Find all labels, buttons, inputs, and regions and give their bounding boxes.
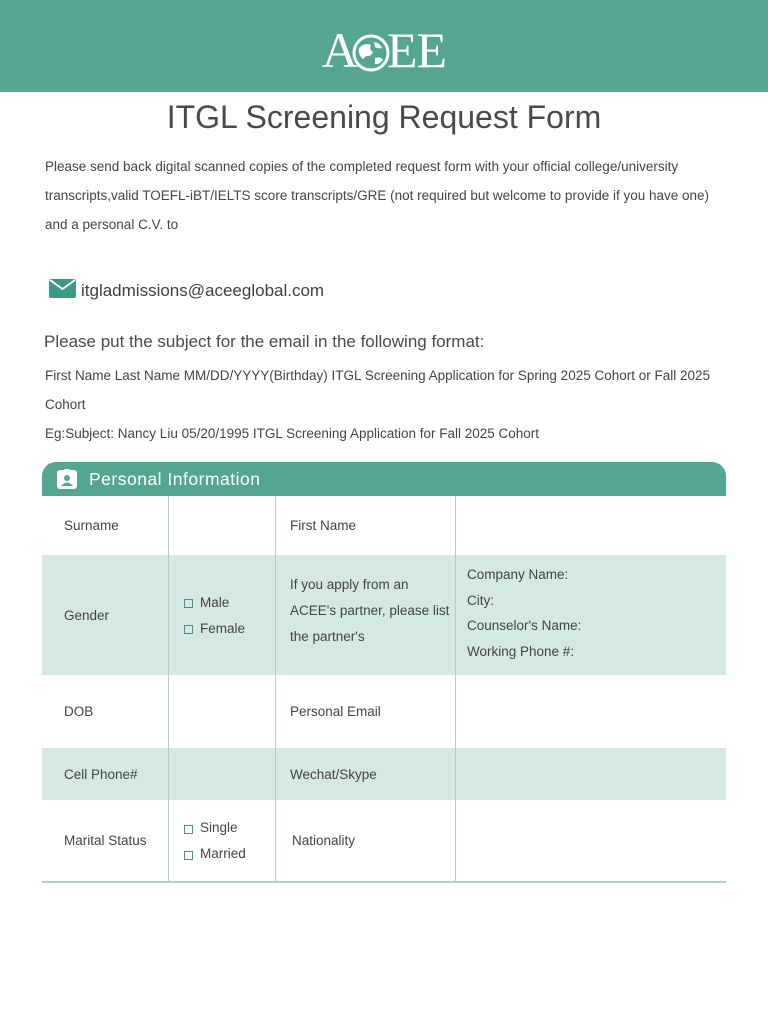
wechat-skype-input-cell[interactable] xyxy=(456,748,726,800)
married-label: Married xyxy=(200,846,246,861)
city-label: City: xyxy=(467,592,494,608)
table-row-gender xyxy=(42,555,726,675)
table-row-name xyxy=(42,496,726,555)
instructions-text: Please send back digital scanned copies of the completed request form with your official college/university transcripts,valid TOEFL-iBT/IELTS score transcripts/GRE (not required but welcome to provide if you have one) and a personal C.V. to xyxy=(45,159,710,232)
company-name-label: Company Name: xyxy=(467,567,569,582)
dob-label: DOB xyxy=(64,704,94,719)
female-checkbox[interactable] xyxy=(184,625,193,634)
nationality-label: Nationality xyxy=(292,833,356,848)
page-title: ITGL Screening Request Form xyxy=(166,99,602,135)
nationality-input-cell[interactable] xyxy=(456,800,726,881)
marital-option-single[interactable] xyxy=(184,819,246,836)
counselor-name-label: Counselor's Name: xyxy=(467,618,582,633)
dob-input-cell[interactable] xyxy=(169,675,275,748)
table-divider xyxy=(275,496,276,882)
surname-input-cell[interactable] xyxy=(169,496,275,555)
cell-phone-input-cell[interactable] xyxy=(169,748,275,800)
gender-label: Gender xyxy=(64,607,110,623)
table-row-dob xyxy=(42,675,726,748)
table-divider xyxy=(455,496,456,882)
contact-email-link[interactable]: itgladmissions@aceeglobal.com xyxy=(81,281,325,300)
personal-information-header xyxy=(42,462,726,496)
globe-icon xyxy=(351,28,391,84)
table-row-marital xyxy=(42,800,726,881)
subject-heading: Please put the subject for the email in the following format: xyxy=(44,332,485,351)
section-title: Personal Information xyxy=(89,469,261,489)
male-checkbox[interactable] xyxy=(184,599,193,608)
email-row xyxy=(49,278,324,304)
personal-email-label: Personal Email xyxy=(290,704,381,719)
table-divider xyxy=(168,496,169,882)
married-checkbox[interactable] xyxy=(184,851,193,860)
male-label: Male xyxy=(200,594,230,610)
personal-email-input-cell[interactable] xyxy=(456,675,726,748)
marital-options xyxy=(184,800,246,881)
gender-option-female[interactable] xyxy=(184,620,245,637)
female-label: Female xyxy=(200,620,246,636)
logo-suffix: EE xyxy=(387,22,447,78)
contact-card-icon xyxy=(57,469,77,494)
envelope-icon xyxy=(49,279,76,303)
table-row-phone xyxy=(42,748,726,800)
gender-options xyxy=(184,555,245,675)
logo-prefix: A xyxy=(321,22,357,78)
working-phone-label: Working Phone #: xyxy=(467,643,575,659)
subject-example-text: Eg:Subject: Nancy Liu 05/20/1995 ITGL Screening Application for Fall 2025 Cohort xyxy=(45,426,540,441)
subject-format-text: First Name Last Name MM/DD/YYYY(Birthday) ITGL Screening Application for Spring 2025 Cohort or Fall 2025 Cohort xyxy=(45,368,711,412)
partner-prompt: If you apply from an ACEE's partner, please list the partner's xyxy=(290,577,450,644)
table-bottom-border xyxy=(42,881,726,883)
marital-status-label: Marital Status xyxy=(64,833,147,848)
acee-logo xyxy=(0,22,768,84)
wechat-skype-label: Wechat/Skype xyxy=(290,766,377,782)
first-name-input-cell[interactable] xyxy=(456,496,726,555)
first-name-label: First Name xyxy=(290,518,357,533)
surname-label: Surname xyxy=(64,518,119,533)
gender-option-male[interactable] xyxy=(184,594,245,611)
marital-option-married[interactable] xyxy=(184,845,246,862)
header-banner xyxy=(0,0,768,92)
partner-fields[interactable] xyxy=(467,555,581,675)
single-checkbox[interactable] xyxy=(184,825,193,834)
single-label: Single xyxy=(200,820,238,835)
cell-phone-label: Cell Phone# xyxy=(64,766,138,782)
